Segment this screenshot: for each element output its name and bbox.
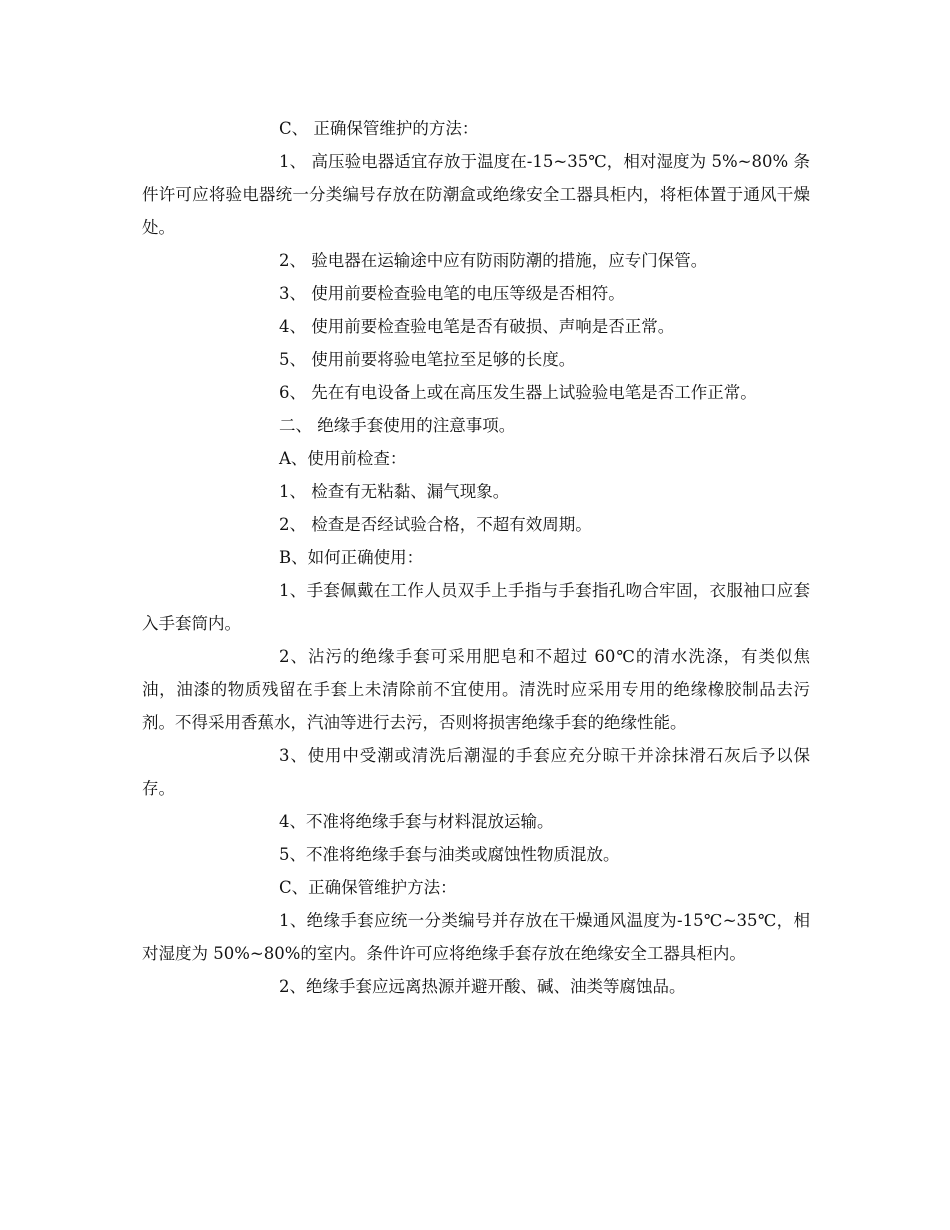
paragraph-check-2: 2、 检查是否经试验合格，不超有效周期。 (279, 515, 592, 534)
subheading-pre-use-check: A、使用前检查： (279, 449, 407, 468)
subheading-glove-storage: C、正确保管维护方法： (279, 878, 457, 897)
paragraph-storage-6: 6、 先在有电设备上或在高压发生器上试验验电笔是否工作正常。 (279, 383, 757, 402)
paragraph-storage-5: 5、 使用前要将验电笔拉至足够的长度。 (279, 350, 576, 369)
paragraph-storage-1: 1、 高压验电器适宜存放于温度在-15~35℃，相对湿度为 5%~80% 条件许可应将验电器统一分类编号存放在防潮盒或绝缘安全工器具柜内，将柜体置于通风干燥处。 (142, 152, 810, 237)
paragraph-use-3: 3、使用中受潮或清洗后潮湿的手套应充分晾干并涂抹滑石灰后予以保存。 (142, 746, 810, 798)
subheading-correct-use: B、如何正确使用： (279, 548, 424, 567)
paragraph-glove-storage-2: 2、绝缘手套应远离热源并避开酸、碱、油类等腐蚀品。 (279, 977, 686, 996)
paragraph-use-4: 4、不准将绝缘手套与材料混放运输。 (279, 812, 554, 831)
paragraph-storage-2: 2、 验电器在运输途中应有防雨防潮的措施，应专门保管。 (279, 251, 708, 270)
paragraph-storage-4: 4、 使用前要检查验电笔是否有破损、声响是否正常。 (279, 317, 675, 336)
paragraph-use-5: 5、不准将绝缘手套与油类或腐蚀性物质混放。 (279, 845, 620, 864)
paragraph-storage-3: 3、 使用前要检查验电笔的电压等级是否相符。 (279, 284, 625, 303)
document-body (142, 112, 810, 1003)
paragraph-check-1: 1、 检查有无粘黏、漏气现象。 (279, 482, 510, 501)
paragraph-use-2: 2、沾污的绝缘手套可采用肥皂和不超过 60℃的清水洗涤，有类似焦油，油漆的物质残留在手套上未清除前不宜使用。清洗时应采用专用的绝缘橡胶制品去污剂。不得采用香蕉水，汽油等进行去污，否则将损害绝缘手套的绝缘性能。 (142, 647, 810, 732)
paragraph-glove-storage-1: 1、绝缘手套应统一分类编号并存放在干燥通风温度为-15℃~35℃，相对湿度为 50%~80%的室内。条件许可应将绝缘手套存放在绝缘安全工器具柜内。 (142, 911, 810, 963)
section-heading-gloves: 二、 绝缘手套使用的注意事项。 (279, 416, 516, 435)
paragraph-use-1: 1、手套佩戴在工作人员双手上手指与手套指孔吻合牢固，衣服袖口应套入手套筒内。 (142, 581, 810, 633)
section-heading-c-storage: C、 正确保管维护的方法： (279, 119, 479, 138)
